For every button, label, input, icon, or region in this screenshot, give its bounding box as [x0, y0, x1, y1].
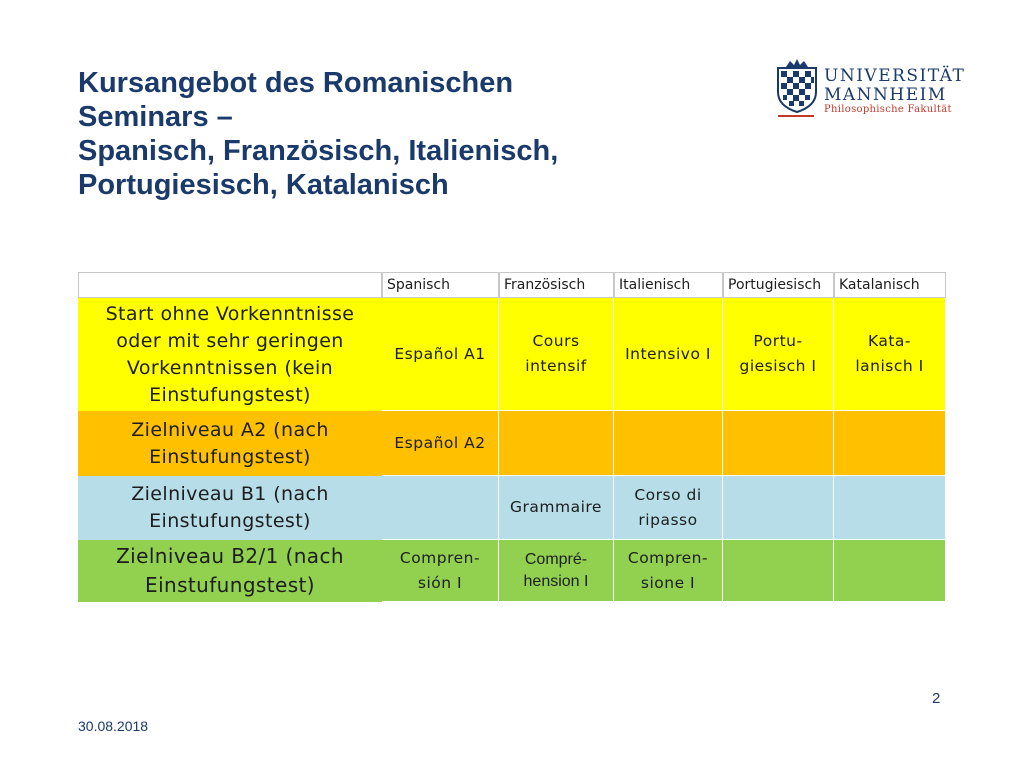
logo-city: MANNHEIM	[824, 85, 947, 105]
table-header: Portugiesisch	[723, 272, 834, 298]
table-cell	[834, 476, 946, 540]
row-label: Zielniveau B1 (nach Einstufungstest)	[78, 476, 382, 540]
table-cell: Compré- hension I	[499, 540, 614, 602]
table-cell: Corso di ripasso	[614, 476, 723, 540]
table-cell: Español A2	[382, 411, 499, 476]
table-cell: Cours intensif	[499, 298, 614, 411]
title-line: Portugiesisch, Katalanisch	[78, 169, 449, 201]
table-cell: Grammaire	[499, 476, 614, 540]
table-cell: Compren- sione I	[614, 540, 723, 602]
university-logo	[772, 58, 966, 122]
table-cell	[723, 540, 834, 602]
table-header: Französisch	[499, 272, 614, 298]
table-cell	[499, 411, 614, 476]
slide-title	[78, 66, 698, 202]
table-cell	[614, 411, 723, 476]
title-line: Spanisch, Französisch, Italienisch,	[78, 135, 559, 167]
logo-university: UNIVERSITÄT	[824, 66, 966, 86]
table-header-empty	[78, 272, 382, 298]
row-label: Zielniveau B2/1 (nach Einstufungstest)	[78, 540, 382, 602]
table-header: Italienisch	[614, 272, 723, 298]
row-label: Zielniveau A2 (nach Einstufungstest)	[78, 411, 382, 476]
table-cell: Intensivo I	[614, 298, 723, 411]
title-line: Kursangebot des Romanischen	[78, 67, 514, 99]
table-cell	[834, 540, 946, 602]
table-header: Katalanisch	[834, 272, 946, 298]
table-cell	[723, 476, 834, 540]
crest-icon	[772, 58, 822, 114]
logo-divider	[778, 115, 814, 117]
table-cell	[382, 476, 499, 540]
page-number: 2	[932, 690, 941, 707]
table-cell: Español A1	[382, 298, 499, 411]
table-cell: Compren- sión I	[382, 540, 499, 602]
title-line: Seminars –	[78, 101, 233, 133]
row-label: Start ohne Vorkenntnisse oder mit sehr geringen Vorkenntnissen (kein Einstufungstest)	[78, 298, 382, 411]
table-cell: Kata- lanisch I	[834, 298, 946, 411]
table-cell	[834, 411, 946, 476]
slide-date: 30.08.2018	[78, 718, 149, 734]
logo-faculty: Philosophische Fakultät	[824, 104, 952, 115]
table-cell	[723, 411, 834, 476]
table-header: Spanisch	[382, 272, 499, 298]
table-cell: Portu- giesisch I	[723, 298, 834, 411]
